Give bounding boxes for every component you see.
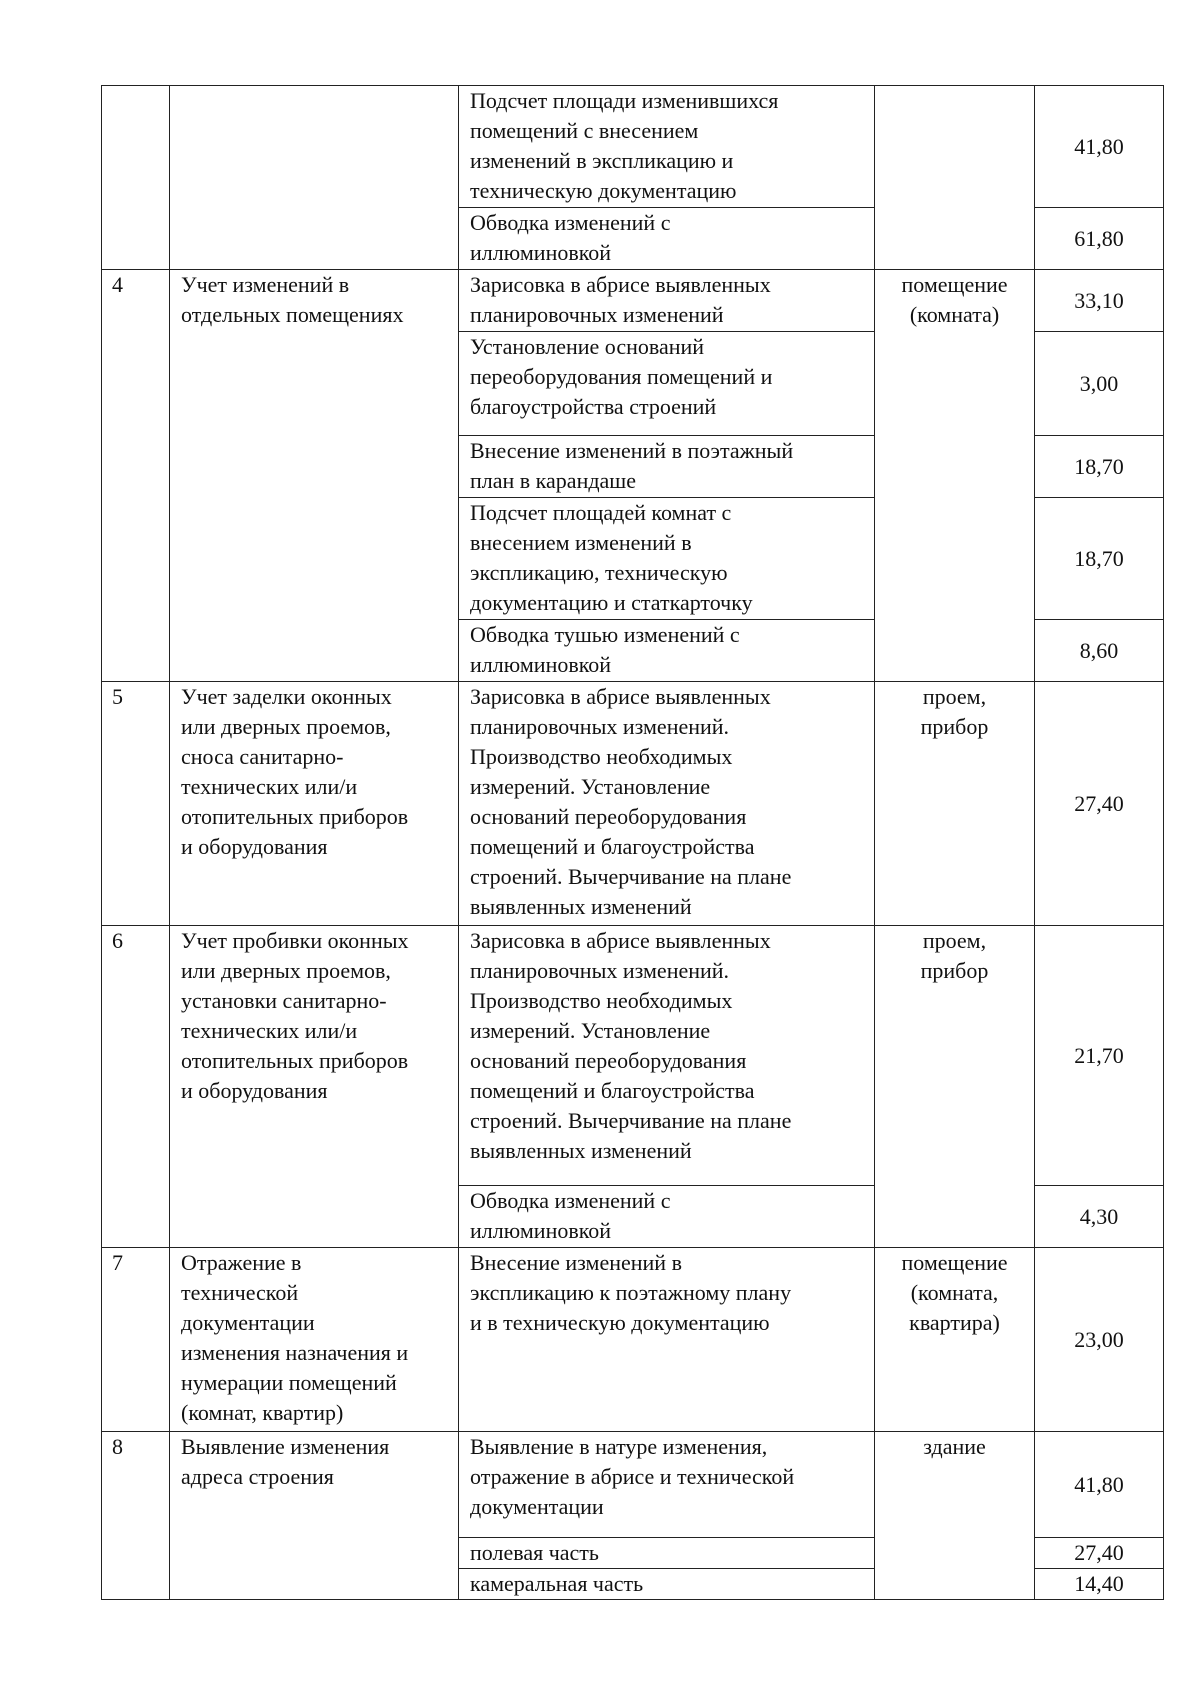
item-number: 4 bbox=[112, 272, 123, 297]
cell-work bbox=[459, 1432, 875, 1538]
cell-price bbox=[1035, 86, 1164, 208]
cell-work bbox=[459, 86, 875, 208]
cell-work bbox=[459, 1186, 875, 1248]
cell-price bbox=[1035, 926, 1164, 1186]
cell-price bbox=[1035, 498, 1164, 620]
cell-work bbox=[459, 436, 875, 498]
cell-price bbox=[1035, 270, 1164, 332]
cell-work bbox=[459, 682, 875, 926]
price-value: 33,10 bbox=[1074, 287, 1124, 313]
price-value: 8,60 bbox=[1079, 637, 1119, 663]
cell-price bbox=[1035, 332, 1164, 436]
cell-work bbox=[459, 1538, 875, 1569]
table-row bbox=[102, 270, 1164, 332]
price-value: 41,80 bbox=[1074, 1471, 1124, 1497]
work-text: Обводка изменений с иллюминовкой bbox=[470, 210, 671, 265]
cell-work bbox=[459, 1569, 875, 1600]
work-text: Внесение изменений в экспликацию к поэтажному плану и в техническую документацию bbox=[470, 1250, 792, 1335]
cell-price bbox=[1035, 1248, 1164, 1432]
cell-name bbox=[170, 682, 459, 926]
item-number: 6 bbox=[112, 928, 123, 953]
work-text: Обводка изменений с иллюминовкой bbox=[470, 1188, 671, 1243]
work-text: камеральная часть bbox=[470, 1571, 644, 1596]
work-text: Обводка тушью изменений с иллюминовкой bbox=[470, 622, 740, 677]
cell-price bbox=[1035, 1186, 1164, 1248]
price-value: 23,00 bbox=[1074, 1326, 1124, 1352]
work-text: полевая часть bbox=[470, 1540, 599, 1565]
work-text: Подсчет площадей комнат с внесением изменений в экспликацию, техническую документацию и статкарточку bbox=[470, 500, 753, 615]
cell-price bbox=[1035, 620, 1164, 682]
cell-unit bbox=[875, 1432, 1035, 1600]
cell-work bbox=[459, 620, 875, 682]
unit-text: помещение (комната) bbox=[901, 272, 1008, 327]
price-value: 27,40 bbox=[1074, 1540, 1124, 1565]
cell-name bbox=[170, 1248, 459, 1432]
unit-text: помещение (комната, квартира) bbox=[901, 1250, 1008, 1335]
cell-number bbox=[102, 682, 170, 926]
cell-number bbox=[102, 1432, 170, 1600]
cell-name bbox=[170, 1432, 459, 1600]
work-text: Выявление в натуре изменения, отражение в абрисе и технической документации bbox=[470, 1434, 795, 1519]
item-name: Отражение в технической документации изменения назначения и нумерации помещений (комнат, квартир) bbox=[181, 1250, 409, 1425]
price-value: 21,70 bbox=[1074, 1042, 1124, 1068]
cell-work bbox=[459, 270, 875, 332]
price-value: 18,70 bbox=[1074, 545, 1124, 571]
cell-work bbox=[459, 332, 875, 436]
work-text: Внесение изменений в поэтажный план в карандаше bbox=[470, 438, 794, 493]
table-row bbox=[102, 1248, 1164, 1432]
price-value: 18,70 bbox=[1074, 453, 1124, 479]
cell-price bbox=[1035, 1569, 1164, 1600]
price-value: 4,30 bbox=[1079, 1203, 1119, 1229]
cell-unit bbox=[875, 1248, 1035, 1432]
cell-unit bbox=[875, 86, 1035, 270]
price-value: 61,80 bbox=[1074, 225, 1124, 251]
cell-name bbox=[170, 86, 459, 270]
price-value: 27,40 bbox=[1074, 790, 1124, 816]
item-number: 8 bbox=[112, 1434, 123, 1459]
work-text: Зарисовка в абрисе выявленных планировочных изменений. Производство необходимых измерений. Установление оснований переоборудования помещений и благоустройства строений. Вычерчивание на плане выявленных изменений bbox=[470, 928, 792, 1163]
item-name: Выявление изменения адреса строения bbox=[181, 1434, 390, 1489]
item-name: Учет пробивки оконных или дверных проемов, установки санитарно- технических или/и отопительных приборов и оборудования bbox=[181, 928, 409, 1103]
cell-work bbox=[459, 1248, 875, 1432]
cell-price bbox=[1035, 208, 1164, 270]
work-text: Зарисовка в абрисе выявленных планировочных изменений bbox=[470, 272, 771, 327]
cell-number bbox=[102, 926, 170, 1248]
item-name: Учет изменений в отдельных помещениях bbox=[181, 272, 404, 327]
item-number: 7 bbox=[112, 1250, 123, 1275]
cell-price bbox=[1035, 436, 1164, 498]
unit-text: проем, прибор bbox=[920, 684, 989, 739]
table-row bbox=[102, 86, 1164, 208]
cell-number bbox=[102, 270, 170, 682]
work-text: Зарисовка в абрисе выявленных планировочных изменений. Производство необходимых измерений. Установление оснований переоборудования помещений и благоустройства строений. Вычерчивание на плане выявленных изменений bbox=[470, 684, 792, 919]
cell-price bbox=[1035, 1432, 1164, 1538]
item-name: Учет заделки оконных или дверных проемов, сноса санитарно- технических или/и отопительных приборов и оборудования bbox=[181, 684, 409, 859]
price-value: 3,00 bbox=[1079, 370, 1119, 396]
table-row bbox=[102, 682, 1164, 926]
cell-name bbox=[170, 270, 459, 682]
work-text: Подсчет площади изменившихся помещений с внесением изменений в экспликацию и техническую документацию bbox=[470, 88, 779, 203]
cell-name bbox=[170, 926, 459, 1248]
table-row bbox=[102, 1432, 1164, 1538]
table-row bbox=[102, 926, 1164, 1186]
unit-text: проем, прибор bbox=[920, 928, 989, 983]
cell-unit bbox=[875, 682, 1035, 926]
unit-text: здание bbox=[923, 1434, 986, 1459]
cell-number bbox=[102, 1248, 170, 1432]
item-number: 5 bbox=[112, 684, 123, 709]
work-text: Установление оснований переоборудования помещений и благоустройства строений bbox=[470, 334, 773, 419]
cell-unit bbox=[875, 926, 1035, 1248]
cell-unit bbox=[875, 270, 1035, 682]
cell-price bbox=[1035, 682, 1164, 926]
cell-number bbox=[102, 86, 170, 270]
cell-work bbox=[459, 208, 875, 270]
price-value: 14,40 bbox=[1074, 1571, 1124, 1596]
cell-work bbox=[459, 926, 875, 1186]
cell-price bbox=[1035, 1538, 1164, 1569]
price-value: 41,80 bbox=[1074, 133, 1124, 159]
cell-work bbox=[459, 498, 875, 620]
tariff-table bbox=[101, 85, 1164, 1600]
